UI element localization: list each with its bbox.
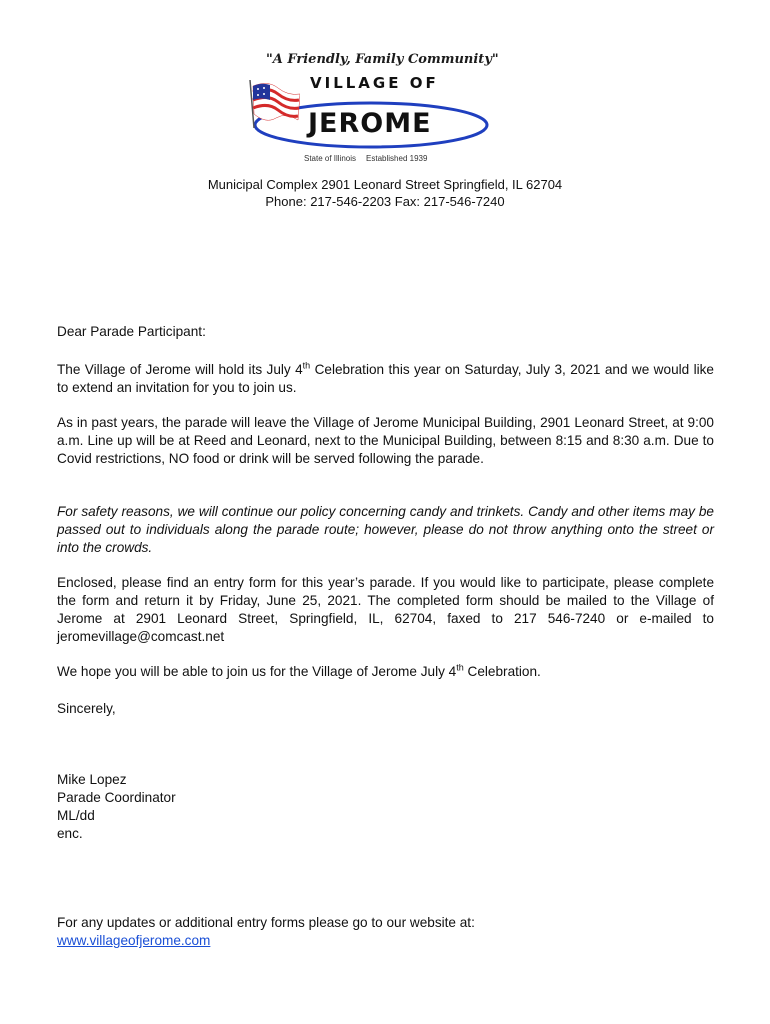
footer-note	[57, 914, 714, 950]
logo-state: State of Illinois	[304, 154, 357, 163]
enclosure-note: enc.	[57, 826, 83, 841]
paragraph-invitation: The Village of Jerome will hold its July 4th Celebration this year on Saturday, July 3, 2021 and we would like to extend an invitation for you to join us.	[57, 360, 714, 395]
logo-established-line	[304, 154, 427, 163]
logo-village-of: VILLAGE OF	[310, 74, 439, 92]
letterhead-address: Municipal Complex 2901 Leonard Street Springfield, IL 62704	[207, 177, 563, 192]
logo-tagline: "A Friendly, Family Community"	[266, 52, 499, 67]
letterhead-address-block	[0, 176, 770, 210]
letterhead-phone-fax: Phone: 217-546-2203 Fax: 217-546-7240	[265, 194, 505, 209]
village-logo	[240, 50, 500, 168]
closing-sincerely: Sincerely,	[57, 701, 116, 716]
signature-block	[57, 771, 714, 843]
logo-established: Established 1939	[366, 154, 428, 163]
paragraph-closing-hope: We hope you will be able to join us for the Village of Jerome July 4th Celebration.	[57, 662, 541, 679]
superscript-th: th	[456, 662, 464, 673]
signature-name: Mike Lopez	[57, 772, 127, 787]
footer-text: For any updates or additional entry forms please go to our website at:	[57, 915, 475, 930]
paragraph-parade-details: As in past years, the parade will leave the Village of Jerome Municipal Building, 2901 Leonard Street, at 9:00 a.m. Line up will be at Reed and Leonard, next to the Municipal Building, between 8:15 and 8:30 a.m. Due to Covid restrictions, NO food or drink will be served following the parade.	[57, 415, 714, 466]
signature-title: Parade Coordinator	[57, 790, 176, 805]
salutation: Dear Parade Participant:	[57, 324, 206, 339]
website-link[interactable]: www.villageofjerome.com	[57, 933, 211, 948]
superscript-th: th	[302, 360, 311, 371]
paragraph-safety-policy: For safety reasons, we will continue our policy concerning candy and trinkets. Candy and other items may be passed out to individuals along the parade route; however, please do not throw anything onto the street or into the crowds.	[57, 504, 714, 555]
paragraph-entry-form: Enclosed, please find an entry form for this year’s parade. If you would like to participate, please complete the form and return it by Friday, June 25, 2021. The completed form should be mailed to the Village of Jerome at 2901 Leonard Street, Springfield, IL, 62704, faxed to 217 546-7240 or e-mailed to jeromevillage@comcast.net	[57, 575, 714, 644]
american-flag-icon	[248, 80, 300, 128]
logo-jerome-name: JEROME	[308, 108, 432, 139]
signature-initials: ML/dd	[57, 808, 95, 823]
